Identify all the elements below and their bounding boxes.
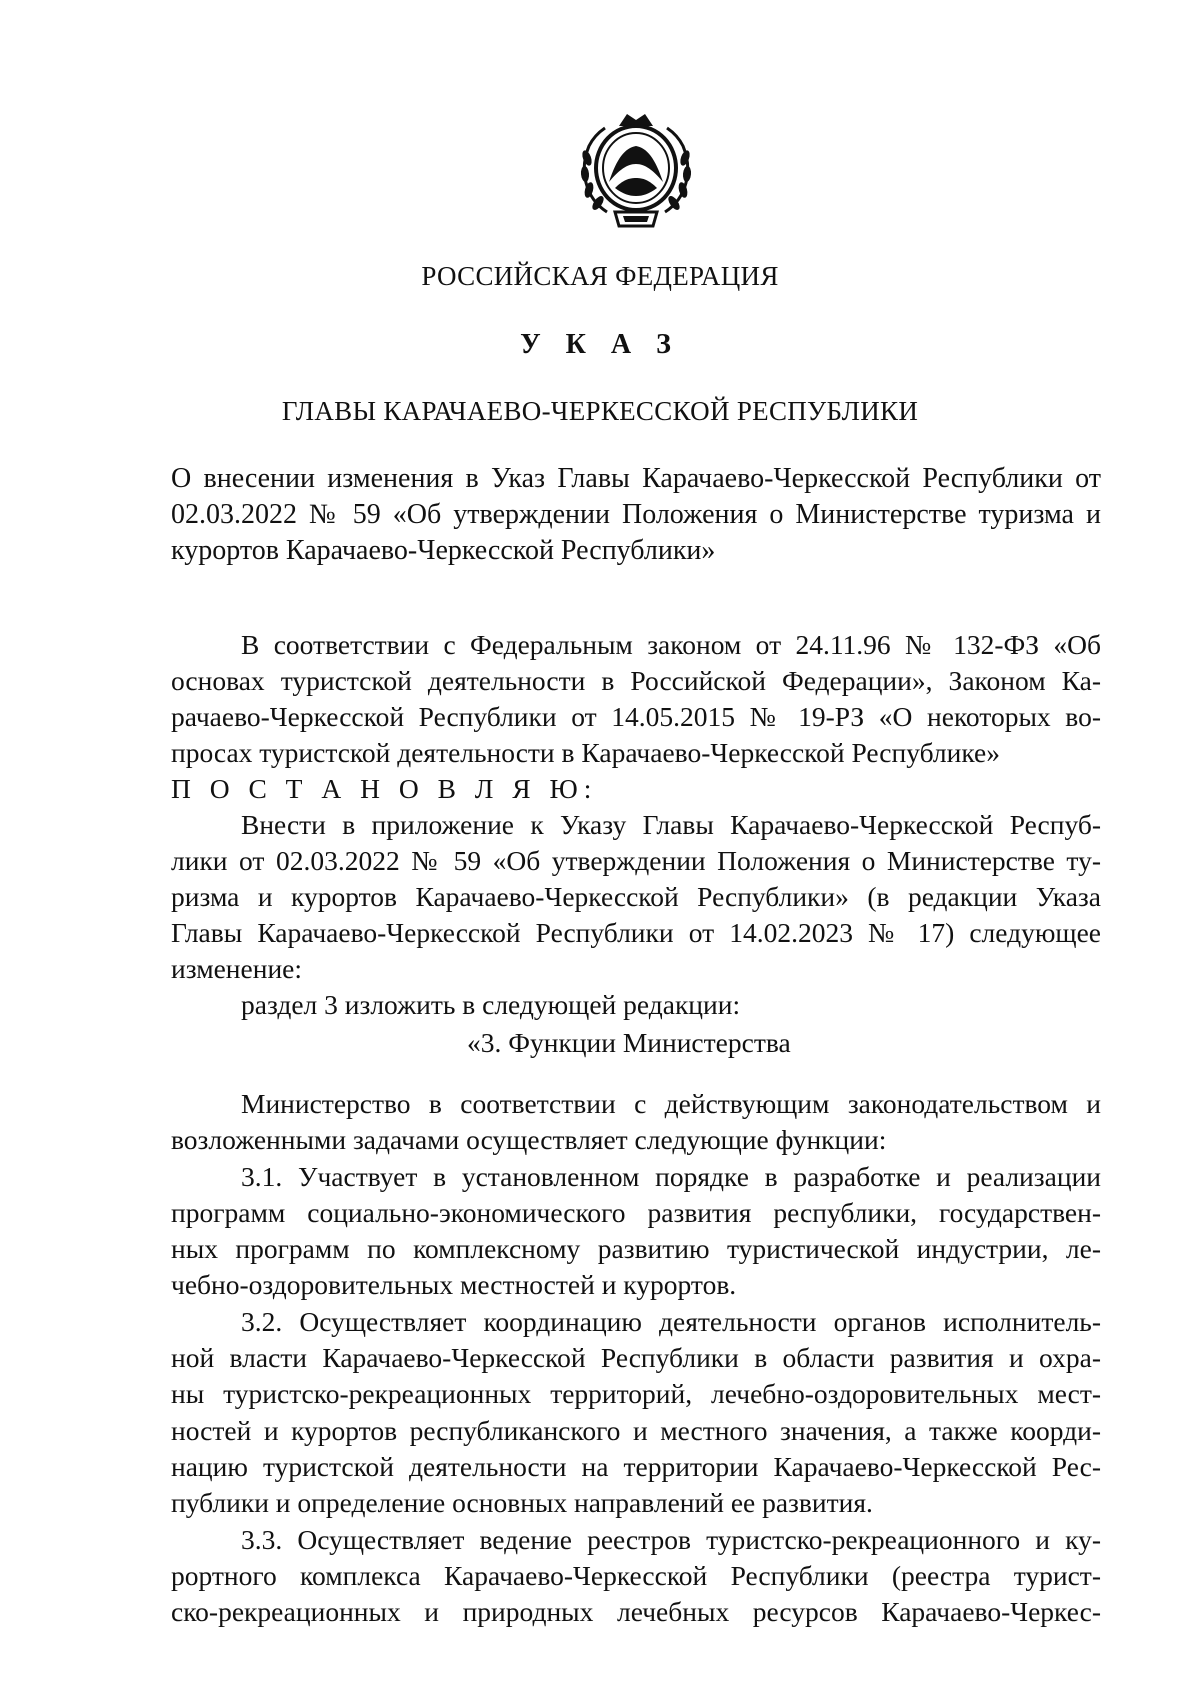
item-3-1-line: чебно-оздоровительных местностей и курортов. [171,1269,737,1301]
amend-line: изменение: [171,953,303,984]
item-3-1-line: ных программ по комплексному развитию туристической индустрии, ле- [171,1233,1101,1265]
item-3-1-line: 3.1. Участвует в установленном порядке в разработке и реализации [241,1160,1101,1192]
preamble-line: рачаево-Черкесской Республики от 14.05.2015 № 19-РЗ «О некоторых во- [171,701,1101,732]
item-3-3-line: 3.3. Осуществляет ведение реестров туристско-рекреационного и ку- [241,1523,1101,1555]
issuer-title: ГЛАВЫ КАРАЧАЕВО-ЧЕРКЕССКОЙ РЕСПУБЛИКИ [281,396,919,426]
karachay-cherkessia-coat-of-arms-icon [571,108,701,234]
preamble-line: просах туристской деятельности в Карачаево-Черкесской Республике» [171,737,1000,768]
item-3-2-line: ны туристско-рекреационных территорий, лечебно-оздоровительных мест- [171,1378,1101,1410]
preamble-line: В соответствии с Федеральным законом от 24.11.96 № 132-ФЗ «Об [241,629,1101,660]
item-3-1-line: программ социально-экономического развития республики, государствен- [171,1196,1101,1228]
preamble-line: основах туристской деятельности в Российской Федерации», Законом Ка- [171,665,1101,696]
intro-line: возложенными задачами осуществляет следующие функции: [171,1124,887,1156]
amend-line: Главы Карачаево-Черкесской Республики от 14.02.2023 № 17) следующее [171,917,1101,948]
item-3-2-line: нацию туристской деятельности на территории Карачаево-Черкесской Рес- [171,1450,1101,1482]
title-line: 02.03.2022 № 59 «Об утверждении Положения о Министерстве туризма и [171,499,1101,530]
item-3-2-line: ностей и курортов республиканского и местного значения, а также коорди- [171,1414,1101,1446]
resolve-word: П О С Т А Н О В Л Я Ю: [171,773,598,804]
item-3-2-line: 3.2. Осуществляет координацию деятельности органов исполнитель- [241,1305,1101,1337]
amend-line: ризма и курортов Карачаево-Черкесской Республики» (в редакции Указа [171,881,1101,912]
item-3-2-line: ной власти Карачаево-Черкесской Республики в области развития и охра- [171,1342,1101,1374]
preamble-block [171,627,1101,1023]
country-name: РОССИЙСКАЯ ФЕДЕРАЦИЯ [421,261,779,291]
section-title: «3. Функции Министерства [467,1027,791,1058]
document-type: У К А З [520,329,680,360]
amend-line: лики от 02.03.2022 № 59 «Об утверждении Положения о Министерстве ту- [171,845,1101,876]
document-title [171,461,1101,569]
title-line: О внесении изменения в Указ Главы Карачаево-Черкесской Республики от [171,463,1101,494]
intro-line: Министерство в соответствии с действующим законодательством и [241,1088,1101,1119]
title-line: курортов Карачаево-Черкесской Республики» [171,535,716,566]
instruction-line: раздел 3 изложить в следующей редакции: [241,989,741,1020]
item-3-3-line: ско-рекреационных и природных лечебных ресурсов Карачаево-Черкес- [171,1596,1101,1628]
item-3-2-line: публики и определение основных направлений ее развития. [171,1487,873,1519]
amend-line: Внести в приложение к Указу Главы Карачаево-Черкесской Респуб- [241,809,1101,840]
item-3-3-line: рортного комплекса Карачаево-Черкесской Республики (реестра турист- [171,1559,1101,1591]
functions-block [171,1086,1101,1630]
